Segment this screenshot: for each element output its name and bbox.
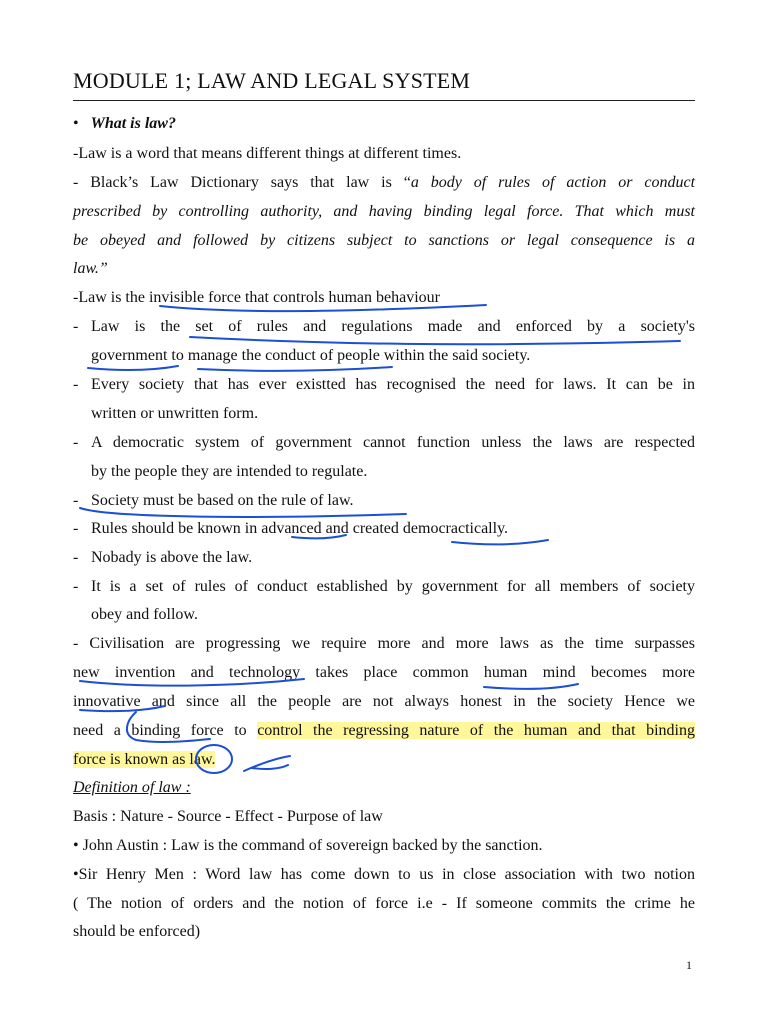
bullet: •	[73, 115, 79, 132]
blacks-definition-line-4: law.”	[73, 260, 108, 277]
dash-marker: -	[73, 376, 79, 393]
list-item-7-line-2: obey and follow.	[91, 606, 198, 623]
basis-line: Basis : Nature - Source - Effect - Purpose of law	[73, 808, 383, 825]
civilisation-line-2: new invention and technology takes place common human mind becomes more	[73, 664, 695, 681]
list-item-2-line-1: Every society that has ever existted has recognised the need for laws. It can be in	[91, 376, 695, 393]
dash-marker: -	[73, 520, 79, 537]
blacks-quote-start: a body of rules of action or conduct	[410, 174, 696, 191]
list-item-5: Rules should be known in advanced and created democractically.	[91, 520, 509, 537]
list-item-3-line-1: A democratic system of government cannot function unless the laws are respected	[91, 434, 695, 451]
list-item-3-line-2: by the people they are intended to regulate.	[91, 463, 368, 480]
highlighted-text: force is known as law.	[73, 751, 216, 768]
dash-marker: -	[73, 318, 79, 335]
henry-definition-line-1: •Sir Henry Men : Word law has come down to us in close association with two notion	[73, 866, 695, 883]
question-line	[73, 109, 695, 138]
henry-definition-line-3: should be enforced)	[73, 923, 201, 940]
civilisation-line-3: innovative and since all the people are not always honest in the society Hence we	[73, 693, 695, 710]
definition-heading: Definition of law :	[73, 779, 191, 796]
dash-marker: -	[73, 578, 79, 595]
list-item-1-line-1: Law is the set of rules and regulations made and enforced by a society's	[91, 318, 695, 335]
question-what-is-law: What is law?	[90, 115, 176, 132]
civilisation-line-4	[73, 716, 695, 745]
civilisation-line-5	[73, 745, 695, 774]
title-rule	[73, 100, 695, 101]
page-title: MODULE 1; LAW AND LEGAL SYSTEM	[73, 68, 471, 93]
list-item-1-line-2: government to manage the conduct of people within the said society.	[91, 347, 531, 364]
list-item-4: Society must be based on the rule of law.	[91, 492, 354, 509]
henry-definition-line-2: ( The notion of orders and the notion of force i.e - If someone commits the crime he	[73, 895, 695, 912]
list-item-2-line-2: written or unwritten form.	[91, 405, 259, 422]
blacks-definition-line-3: be obeyed and followed by citizens subject to sanctions or legal consequence is a	[73, 232, 695, 249]
civilisation-line-4-plain: need a binding force to	[73, 722, 258, 739]
civilisation-line-1: - Civilisation are progressing we require more and more laws as the time surpasses	[73, 635, 695, 652]
blacks-definition-line-2: prescribed by controlling authority, and having binding legal force. That which must	[73, 203, 695, 220]
dash-marker: -	[73, 549, 79, 566]
paragraph-invisible-force: -Law is the invisible force that controls human behaviour	[73, 289, 441, 306]
list-item-7-line-1: It is a set of rules of conduct established by government for all members of society	[91, 578, 695, 595]
page-number: 1	[686, 958, 692, 972]
blacks-definition-line-1	[73, 168, 695, 197]
austin-definition: • John Austin : Law is the command of sovereign backed by the sanction.	[73, 837, 543, 854]
highlighted-text: control the regressing nature of the human and that binding	[257, 722, 696, 739]
dash-marker: -	[73, 492, 79, 509]
list-item-6: Nobady is above the law.	[91, 549, 253, 566]
paragraph-1: -Law is a word that means different things at different times.	[73, 145, 462, 162]
dash-marker: -	[73, 434, 79, 451]
blacks-lead: - Black’s Law Dictionary says that law is “	[73, 174, 411, 191]
